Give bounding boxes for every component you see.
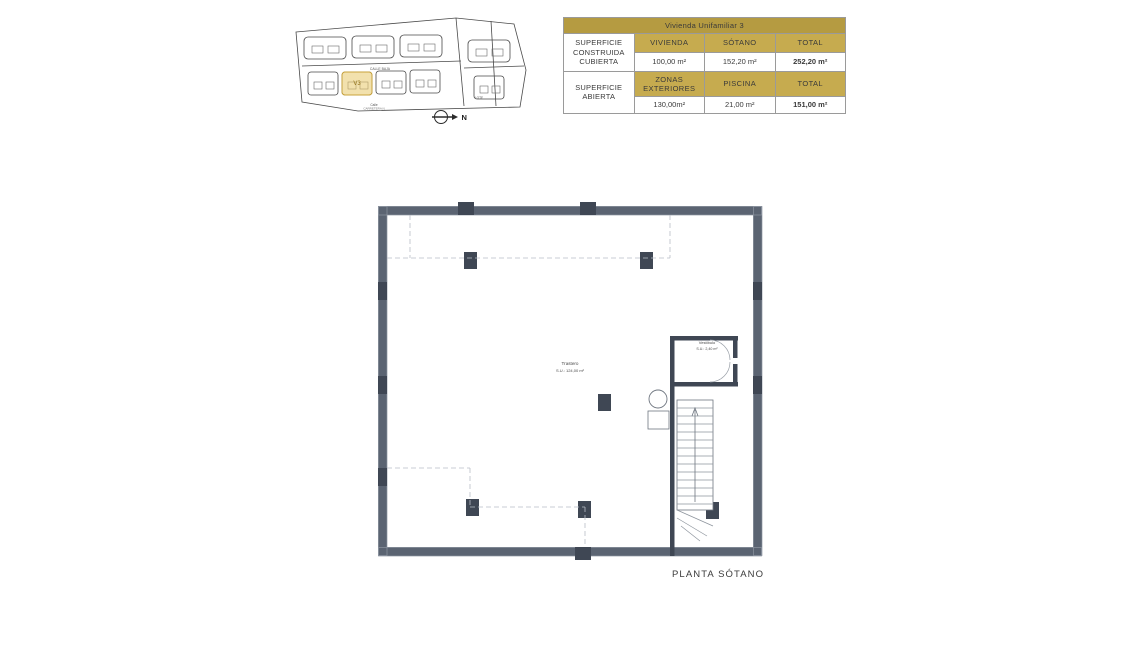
table-header-row-1 <box>564 34 846 53</box>
room-label-trastero: Trastero <box>561 361 579 366</box>
value-vivienda: 100,00 m² <box>634 52 705 71</box>
room-area-trastero: S.U.: 124,00 m² <box>555 368 585 373</box>
room-area-vestibulo: S.U.: 2,40 m² <box>696 347 718 351</box>
value-total-2: 151,00 m² <box>775 97 846 113</box>
col-total-1: TOTAL <box>775 34 846 53</box>
svg-text:Calle: Calle <box>370 103 378 107</box>
col-total-2: TOTAL <box>775 71 846 97</box>
floor-plan-basement <box>370 196 770 576</box>
table-header-row-2 <box>564 71 846 97</box>
svg-text:CALLE BAJA: CALLE BAJA <box>369 67 391 71</box>
room-label-vestibulo: Vestíbulo <box>698 340 716 345</box>
plan-caption: PLANTA SÓTANO <box>672 569 765 580</box>
north-arrow-icon <box>430 105 470 131</box>
col-vivienda: VIVIENDA <box>634 34 705 53</box>
surface-table <box>563 17 846 114</box>
svg-text:LOTE: LOTE <box>474 96 484 100</box>
col-sotano: SÓTANO <box>705 34 776 53</box>
site-key-plan <box>288 10 532 115</box>
table-title: Vivienda Unifamiliar 3 <box>564 18 846 34</box>
value-total-1: 252,20 m² <box>775 52 846 71</box>
svg-text:CARRETERA N: CARRETERA N <box>363 106 385 111</box>
svg-text:N: N <box>461 113 467 122</box>
value-piscina: 21,00 m² <box>705 97 776 113</box>
col-zonas-exteriores: ZONAS EXTERIORES <box>634 71 705 97</box>
row-label-built: SUPERFICIE CONSTRUIDA CUBIERTA <box>564 34 635 71</box>
row-label-open: SUPERFICIE ABIERTA <box>564 71 635 113</box>
table-title-row <box>564 18 846 34</box>
highlighted-unit <box>342 72 372 95</box>
svg-text:V3: V3 <box>353 81 361 87</box>
col-piscina: PISCINA <box>705 71 776 97</box>
value-zonas-exteriores: 130,00m² <box>634 97 705 113</box>
value-sotano: 152,20 m² <box>705 52 776 71</box>
